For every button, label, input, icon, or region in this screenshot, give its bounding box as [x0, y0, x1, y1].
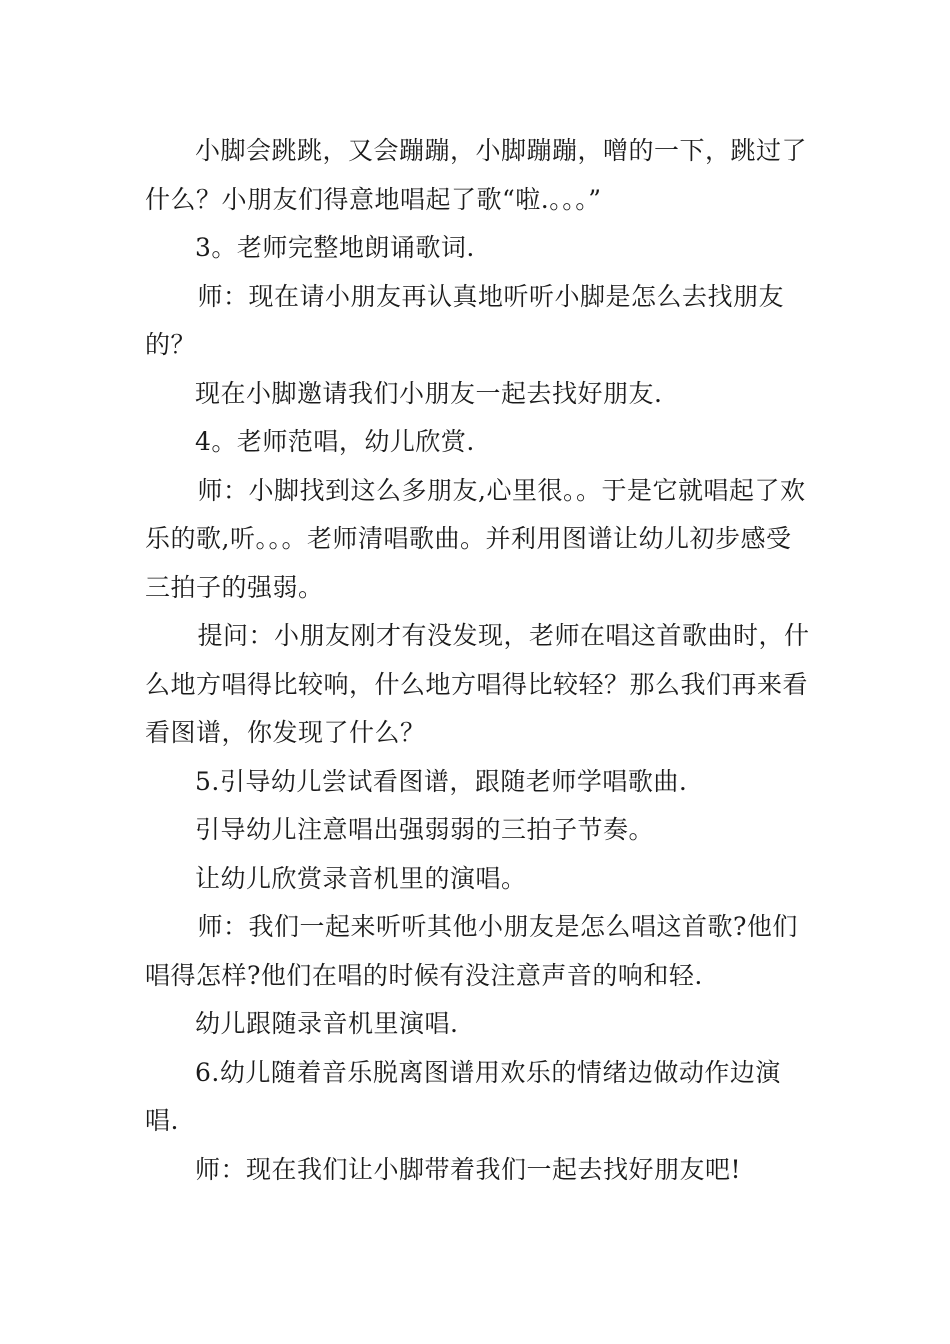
document-body	[145, 127, 810, 1194]
paragraph-10: 让幼儿欣赏录音机里的演唱。	[195, 863, 527, 893]
paragraph-14: 师：现在我们让小脚带着我们一起去找好朋友吧!	[195, 1154, 742, 1184]
paragraph-2: 3。老师完整地朗诵歌词.	[195, 233, 475, 262]
paragraph-11: 师：我们一起来听听其他小朋友是怎么唱这首歌?他们唱得怎样?他们在唱的时候有没注意声音的响和轻.	[145, 912, 798, 990]
paragraph-5: 4。老师范唱，幼儿欣赏.	[195, 427, 475, 456]
paragraph-12: 幼儿跟随录音机里演唱.	[195, 1009, 459, 1038]
paragraph-4: 现在小脚邀请我们小朋友一起去找好朋友.	[195, 378, 663, 408]
paragraph-13: 6.幼儿随着音乐脱离图谱用欢乐的情绪边做动作边演唱.	[145, 1057, 781, 1135]
paragraph-3: 师：现在请小朋友再认真地听听小脚是怎么去找朋友的？	[145, 281, 785, 359]
paragraph-7: 提问：小朋友刚才有没发现，老师在唱这首歌曲时，什么地方唱得比较响，什么地方唱得比较轻？那么我们再来看看图谱，你发现了什么？	[145, 621, 810, 747]
paragraph-8: 5.引导幼儿尝试看图谱，跟随老师学唱歌曲.	[195, 766, 688, 796]
paragraph-1: 小脚会跳跳，又会蹦蹦，小脚蹦蹦，噌的一下，跳过了什么？小朋友们得意地唱起了歌“啦.。。。”	[145, 136, 808, 214]
paragraph-9: 引导幼儿注意唱出强弱弱的三拍子节奏。	[195, 815, 655, 844]
paragraph-6: 师：小脚找到这么多朋友,心里很。。于是它就唱起了欢乐的歌,听。。。老师清唱歌曲。并利用图谱让幼儿初步感受三拍子的强弱。	[145, 475, 806, 602]
